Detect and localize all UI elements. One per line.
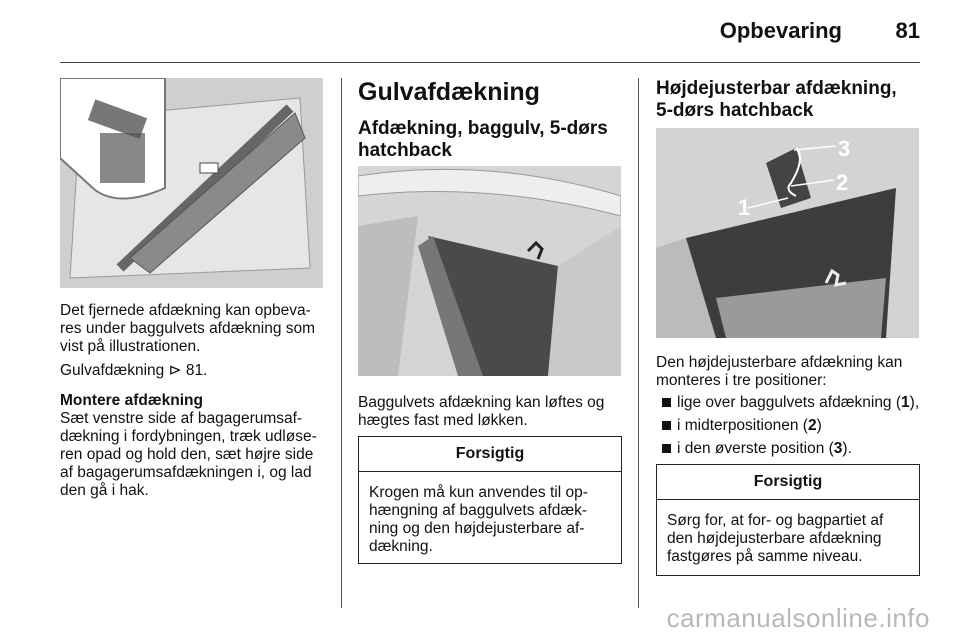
section-heading-adjustable: Højdejusterbar afdækning, 5-dørs hatchback xyxy=(656,78,897,121)
caution-text: Sørg for, at for- og bagpartiet af den højdejusterbare afdækning fastgøres på samme niveau. xyxy=(667,512,884,565)
paragraph-stowage: Det fjernede afdækning kan opbeva- res under baggulvets afdækning som vist på illustrationen. xyxy=(60,302,316,355)
illustration-adjustable-cover xyxy=(656,128,919,338)
illustration-floor-cover xyxy=(358,166,621,376)
section-heading: Gulvafdækning xyxy=(358,78,540,106)
cross-reference-link[interactable]: Gulvafdækning ⊳ 81. xyxy=(60,362,208,379)
list-item: i midterpositionen (2) xyxy=(662,417,947,435)
list-item: i den øverste position (3). xyxy=(662,440,947,458)
column-divider-1 xyxy=(341,78,342,608)
bullet-icon xyxy=(662,421,671,430)
caution-text: Krogen må kun anvendes til op- hængning af baggulvets afdæk- ning og den højdejusterbare af- dækning. xyxy=(369,484,588,555)
caution-title: Forsigtig xyxy=(657,465,919,500)
caution-box-2 xyxy=(656,464,920,576)
bullet-icon xyxy=(662,444,671,453)
watermark: carmanualsonline.info xyxy=(666,603,930,633)
header-rule xyxy=(60,62,920,63)
paragraph-floor-cover: Baggulvets afdækning kan løftes og hægtes fast med løkken. xyxy=(358,394,605,429)
subsection-heading: Afdækning, baggulv, 5-dørs hatchback xyxy=(358,118,608,161)
illustration-stowed-cover xyxy=(60,78,323,288)
page-number: 81 xyxy=(895,18,920,43)
bullet-icon xyxy=(662,398,671,407)
column-divider-2 xyxy=(638,78,639,608)
callout-1: 1 xyxy=(738,195,751,220)
page-section-title: Opbevaring xyxy=(719,18,842,43)
positions-list xyxy=(662,394,947,458)
caution-box-1 xyxy=(358,436,622,564)
paragraph-positions: Den højdejusterbare afdækning kan monteres i tre positioner: xyxy=(656,354,903,389)
paragraph-mounting: Sæt venstre side af bagagerumsaf- dækning i fordybningen, træk udløse- ren opad og hold den, sæt højre side af bagagerumsafdækningen i, og lad den gå i hak. xyxy=(60,410,317,499)
callout-2: 2 xyxy=(836,170,849,195)
subheading-montere: Montere afdækning xyxy=(60,392,203,409)
callout-3: 3 xyxy=(838,136,851,161)
caution-title: Forsigtig xyxy=(359,437,621,472)
list-item: lige over baggulvets afdækning (1), xyxy=(662,394,947,412)
